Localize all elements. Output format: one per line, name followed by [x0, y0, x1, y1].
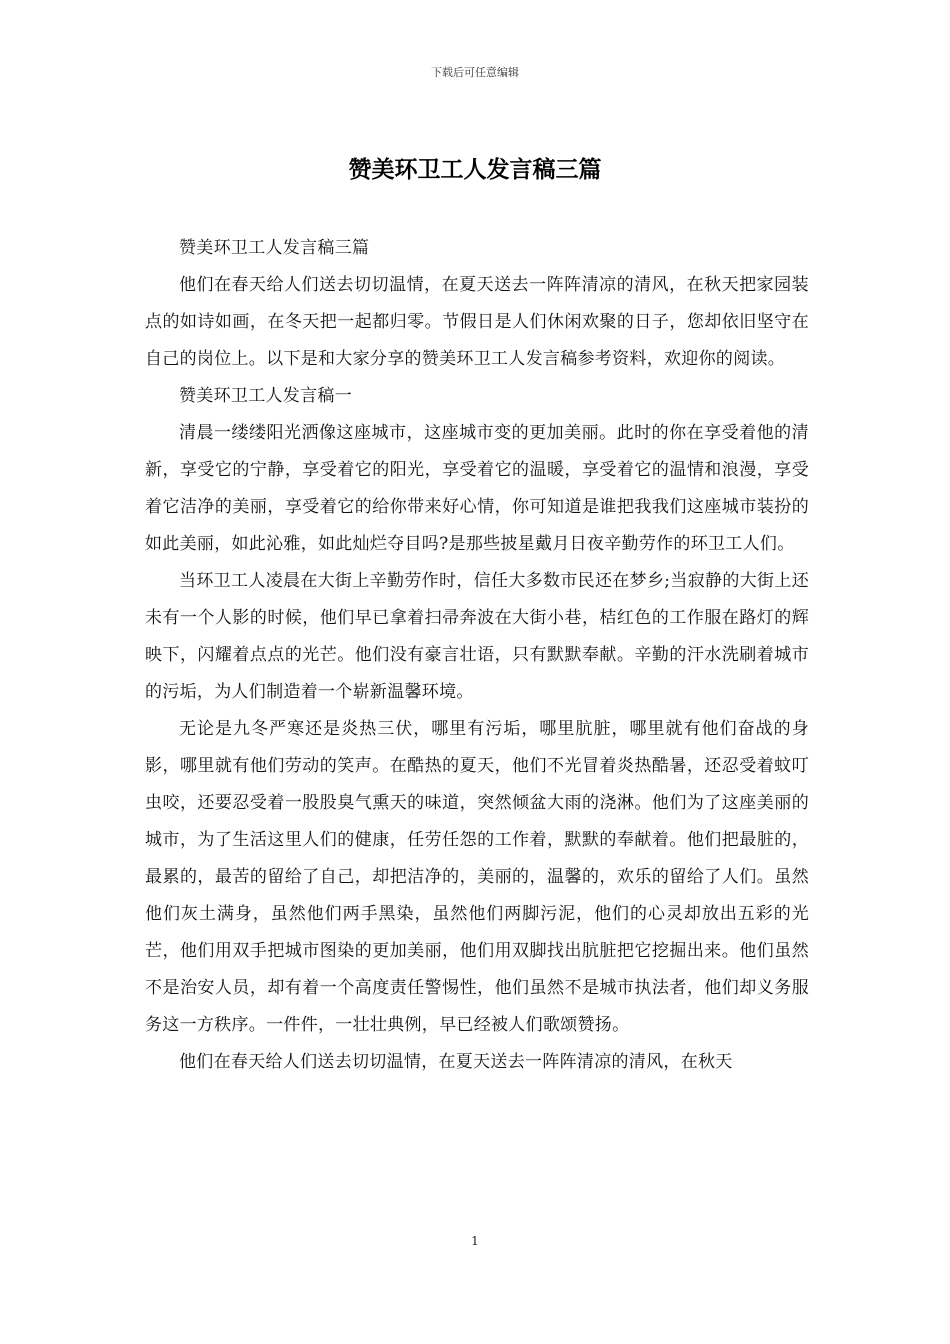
body-paragraph: 无论是九冬严寒还是炎热三伏，哪里有污垢，哪里肮脏，哪里就有他们奋战的身影，哪里就有他们劳动的笑声。在酷热的夏天，他们不光冒着炎热酷暑，还忍受着蚊叮虫咬，还要忍受着一股股臭气熏天的味道，突然倾盆大雨的浇淋。他们为了这座美丽的城市，为了生活这里人们的健康，任劳任怨的工作着，默默的奉献着。他们把最脏的，最累的，最苦的留给了自己，却把洁净的，美丽的，温馨的，欢乐的留给了人们。虽然他们灰土满身，虽然他们两手黑染，虽然他们两脚污泥，他们的心灵却放出五彩的光芒，他们用双手把城市图染的更加美丽，他们用双脚找出肮脏把它挖掘出来。他们虽然不是治安人员，却有着一个高度责任警惕性，他们虽然不是城市执法者，他们却义务服务这一方秩序。一件件，一壮壮典例，早已经被人们歌颂赞扬。	[145, 719, 809, 1035]
document-title: 赞美环卫工人发言稿三篇	[348, 156, 602, 183]
page-header-note: 下载后可任意编辑	[431, 66, 519, 79]
page-number: 1	[471, 1234, 479, 1248]
body-paragraph: 他们在春天给人们送去切切温情，在夏天送去一阵阵清凉的清风，在秋天	[179, 1052, 733, 1072]
section-heading: 赞美环卫工人发言稿三篇	[179, 238, 370, 258]
body-paragraph: 清晨一缕缕阳光洒像这座城市，这座城市变的更加美丽。此时的你在享受着他的清新，享受它的宁静，享受着它的阳光，享受着它的温暖，享受着它的温情和浪漫，享受着它洁净的美丽，享受着它的给你带来好心情，你可知道是谁把我我们这座城市装扮的如此美丽，如此沁雅，如此灿烂夺目吗?是那些披星戴月日夜辛勤劳作的环卫工人们。	[145, 423, 809, 554]
subsection-heading: 赞美环卫工人发言稿一	[179, 386, 352, 406]
document-body	[145, 230, 809, 1081]
body-paragraph: 当环卫工人凌晨在大街上辛勤劳作时，信任大多数市民还在梦乡;当寂静的大街上还未有一个人影的时候，他们早已拿着扫帚奔波在大街小巷，桔红色的工作服在路灯的辉映下，闪耀着点点的光芒。他们没有豪言壮语，只有默默奉献。辛勤的汗水洗刷着城市的污垢，为人们制造着一个崭新温馨环境。	[145, 571, 809, 702]
intro-paragraph: 他们在春天给人们送去切切温情，在夏天送去一阵阵清凉的清风，在秋天把家园装点的如诗如画，在冬天把一起都归零。节假日是人们休闲欢聚的日子，您却依旧坚守在自己的岗位上。以下是和大家分享的赞美环卫工人发言稿参考资料，欢迎你的阅读。	[145, 275, 809, 369]
